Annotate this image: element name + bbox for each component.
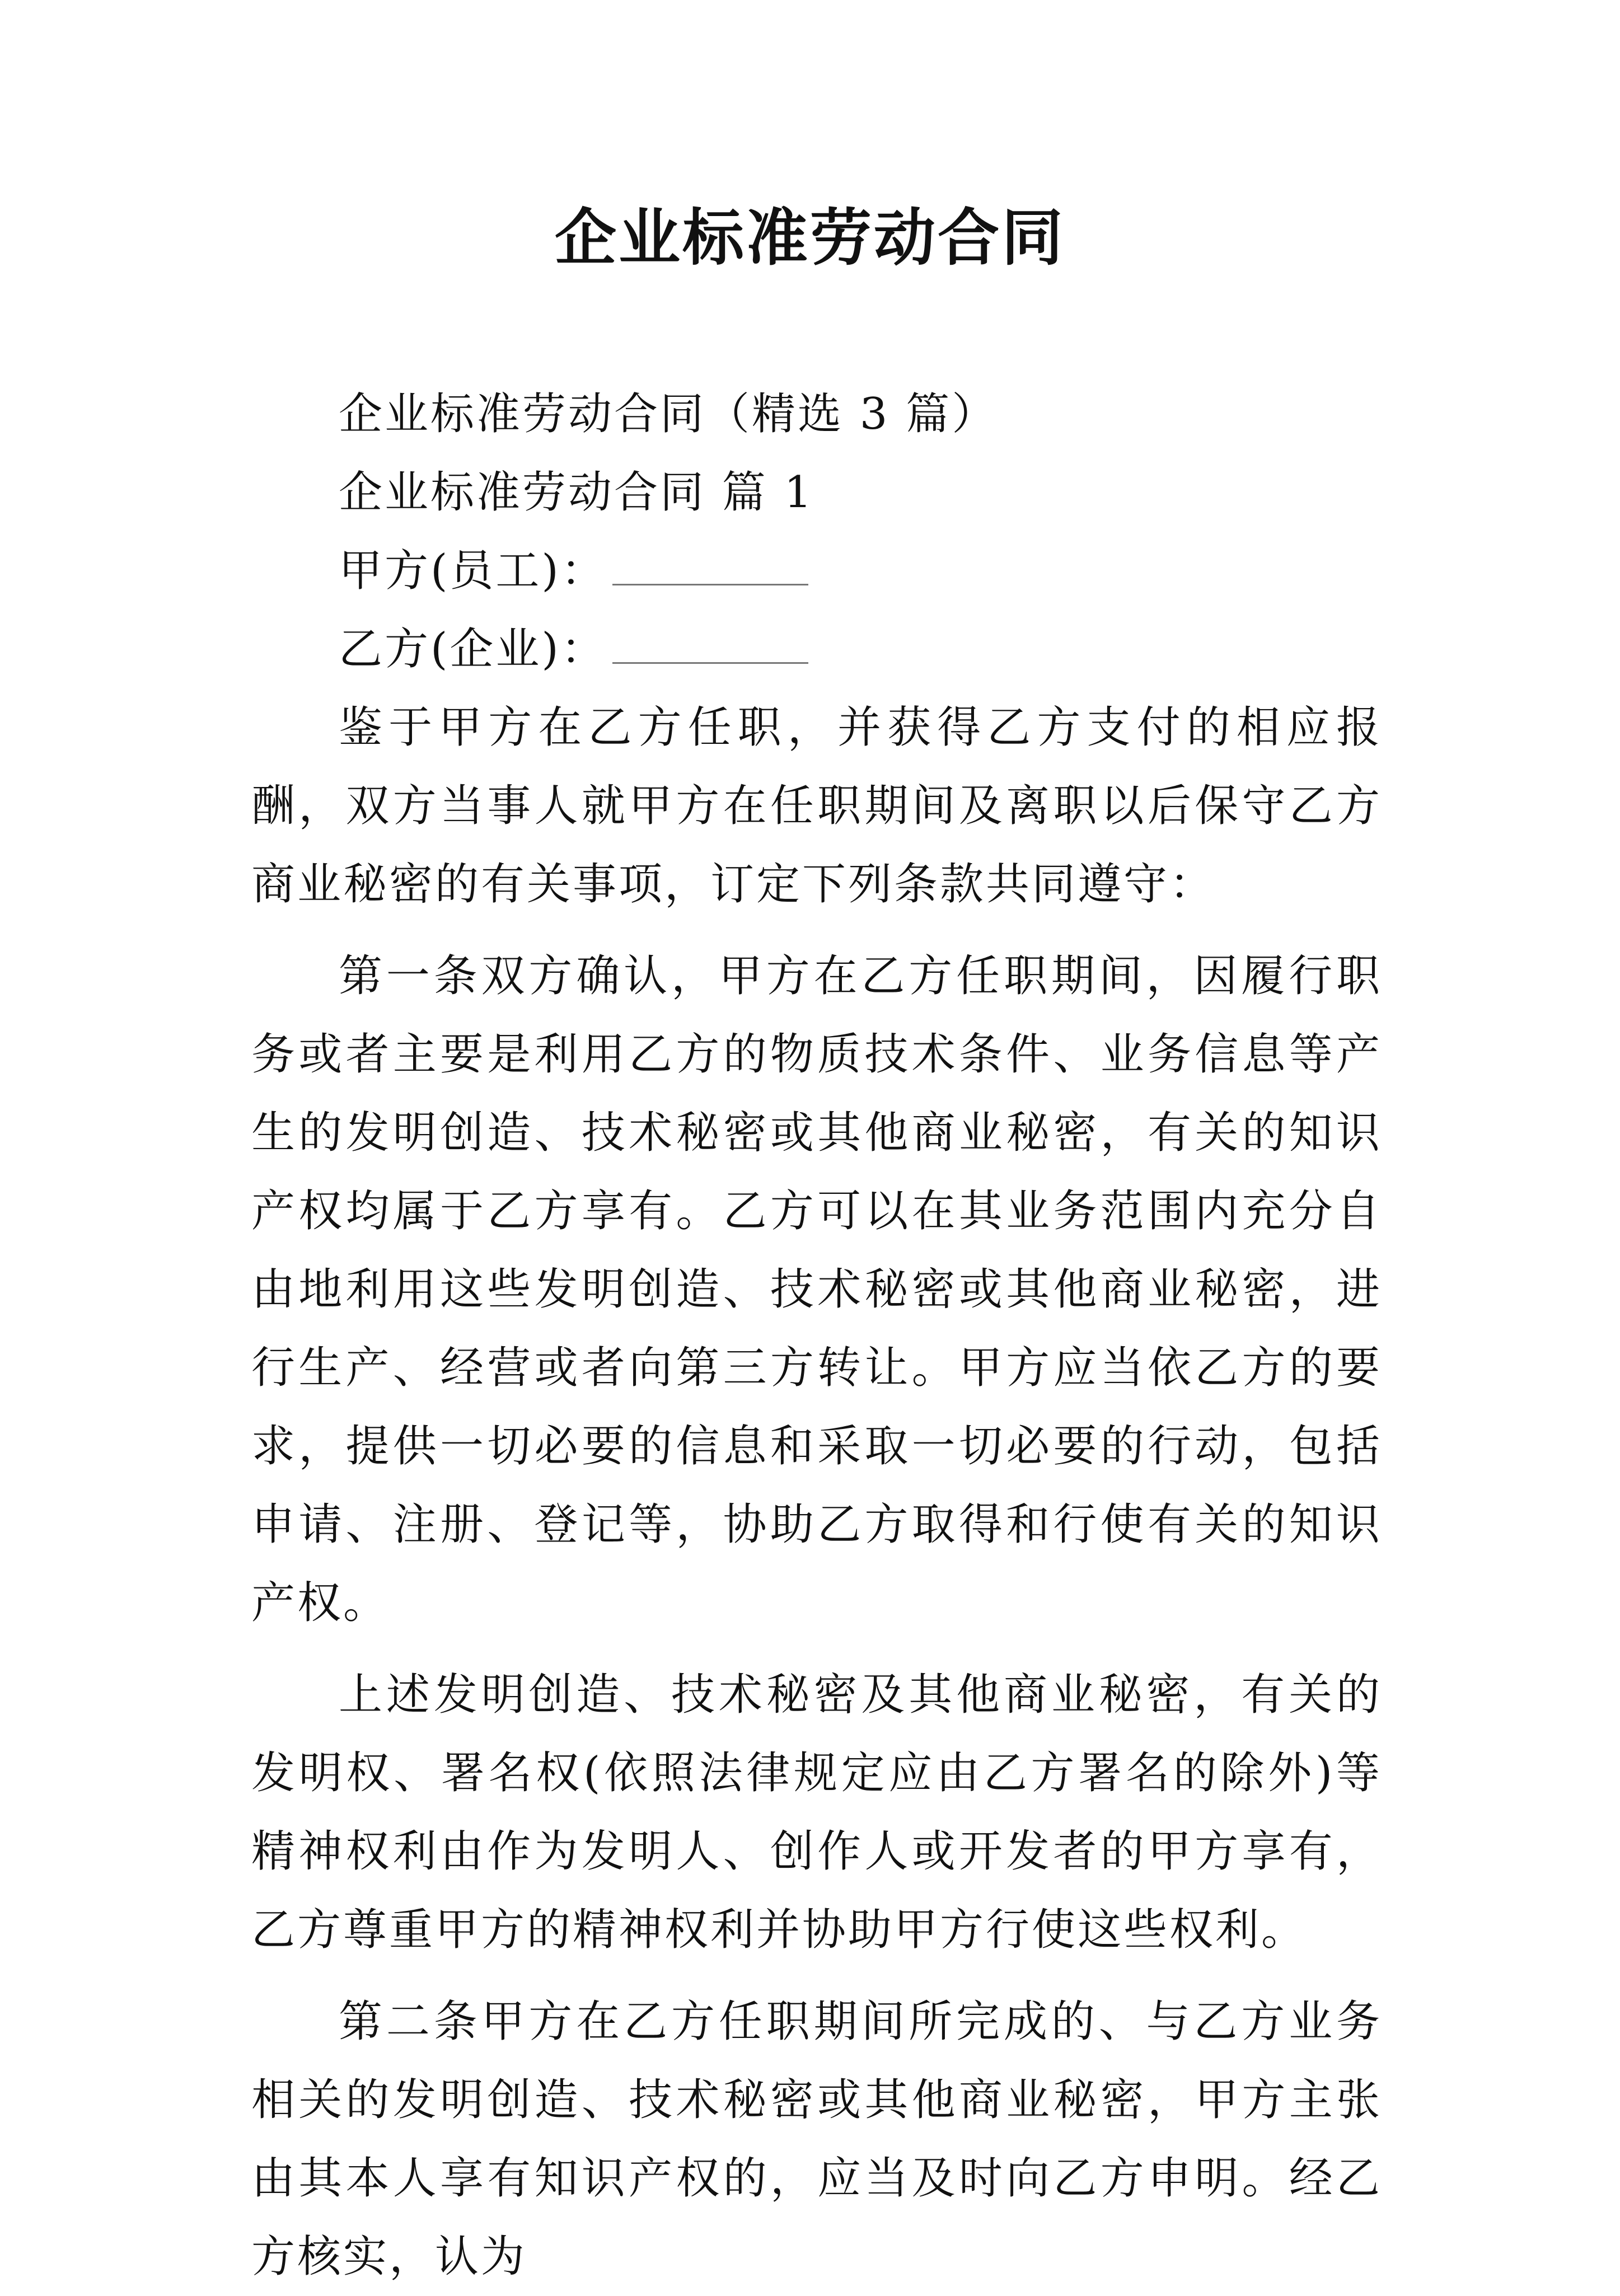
article-two-paragraph: 第二条甲方在乙方任职期间所完成的、与乙方业务相关的发明创造、技术秘密或其他商业秘密，甲方主张由其本人享有知识产权的，应当及时向乙方申明。经乙方核实，认为 xyxy=(251,1997,1382,2282)
party-b-blank xyxy=(612,622,808,664)
party-a-line xyxy=(251,532,1382,610)
party-a-blank xyxy=(612,543,808,585)
preamble-paragraph: 鉴于甲方在乙方任职，并获得乙方支付的相应报酬，双方当事人就甲方在任职期间及离职以后保守乙方商业秘密的有关事项，订定下列条款共同遵守： xyxy=(251,702,1382,910)
party-a-label: 甲方(员工)： xyxy=(339,546,607,596)
collection-title: 企业标准劳动合同（精选 3 篇） xyxy=(339,389,998,439)
article-title: 企业标准劳动合同 篇 1 xyxy=(339,467,814,518)
document-title: 企业标准劳动合同 xyxy=(555,202,1065,274)
party-b-line xyxy=(251,610,1382,688)
document-body xyxy=(251,375,1382,2296)
party-b-label: 乙方(企业)： xyxy=(339,624,607,674)
moral-rights-paragraph: 上述发明创造、技术秘密及其他商业秘密，有关的发明权、署名权(依照法律规定应由乙方署名的除外)等精神权利由作为发明人、创作人或开发者的甲方享有，乙方尊重甲方的精神权利并协助甲方行使这些权利。 xyxy=(251,1670,1382,1955)
article-one-paragraph: 第一条双方确认，甲方在乙方任职期间，因履行职务或者主要是利用乙方的物质技术条件、业务信息等产生的发明创造、技术秘密或其他商业秘密，有关的知识产权均属于乙方享有。乙方可以在其业务范围内充分自由地利用这些发明创造、技术秘密或其他商业秘密，进行生产、经营或者向第三方转让。甲方应当依乙方的要求，提供一切必要的信息和采取一切必要的行动，包括申请、注册、登记等，协助乙方取得和行使有关的知识产权。 xyxy=(251,951,1382,1628)
